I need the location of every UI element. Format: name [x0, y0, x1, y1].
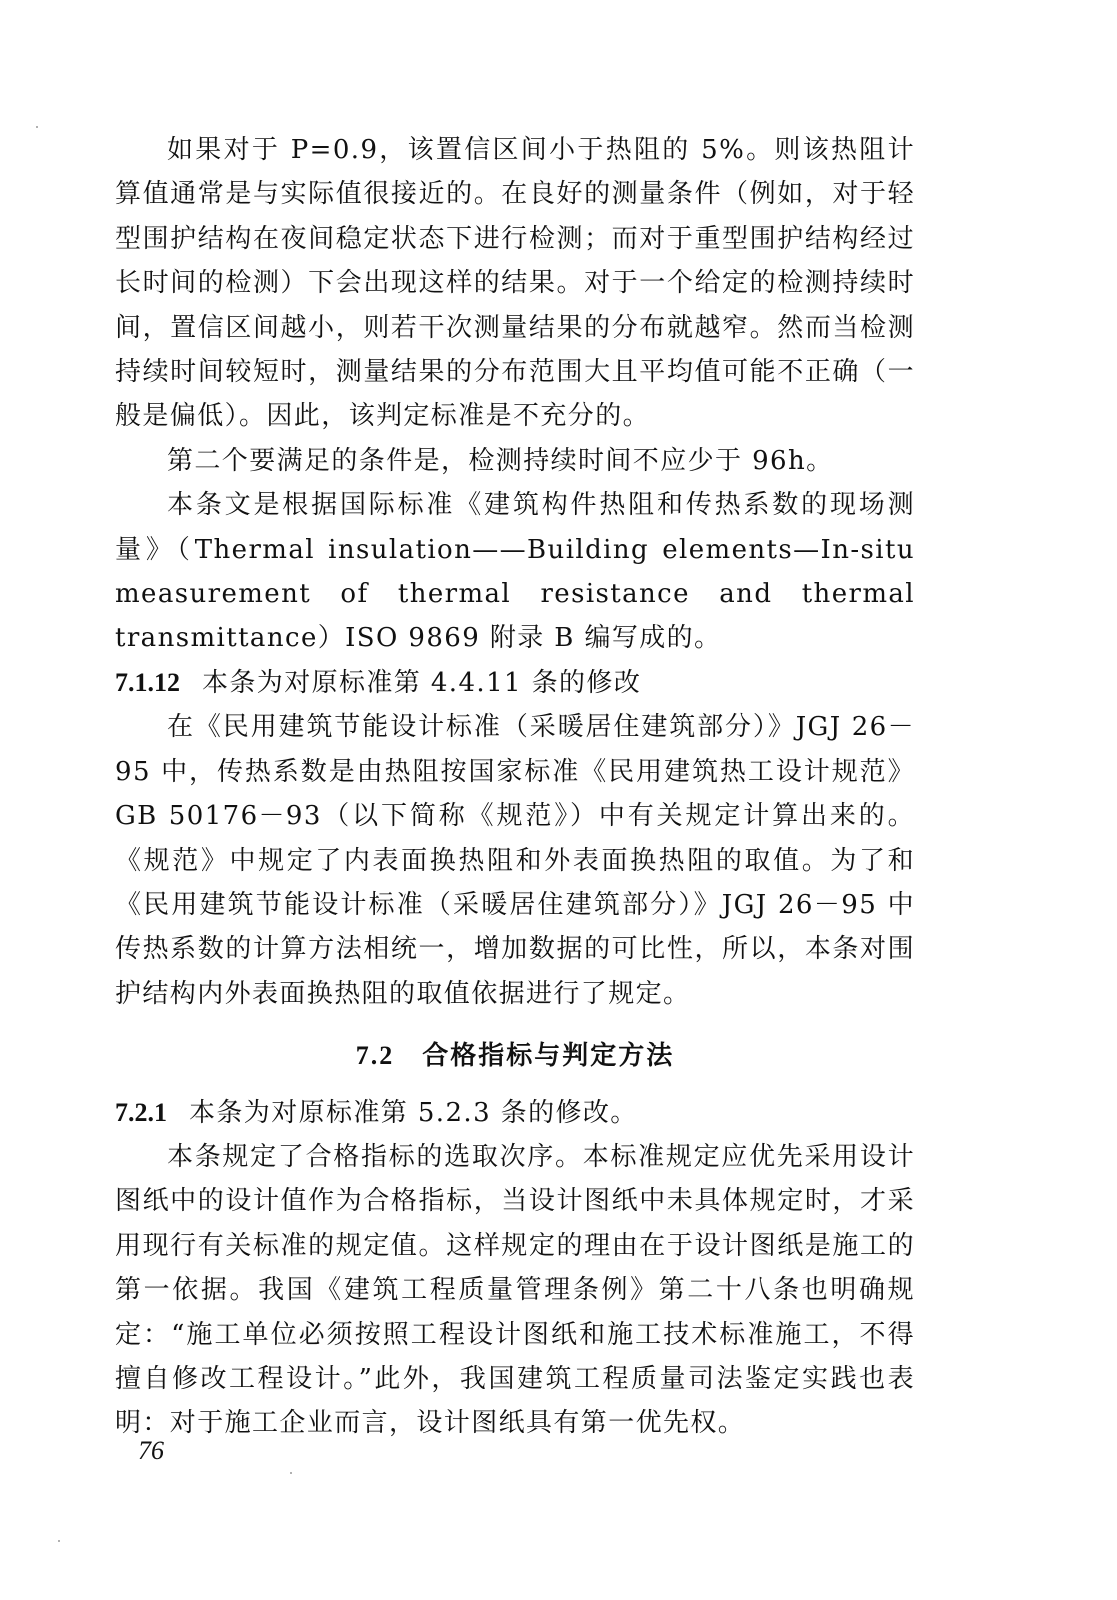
clause-7-2-1-heading [115, 1091, 915, 1135]
scan-speck [36, 126, 38, 128]
paragraph-qualification-index: 本条规定了合格指标的选取次序。本标准规定应优先采用设计图纸中的设计值作为合格指标，当设计图纸中未具体规定时，才采用现行有关标准的规定值。这样规定的理由在于设计图纸是施工的第一依据。我国《建筑工程质量管理条例》第二十八条也明确规定：“施工单位必须按照工程设计图纸和施工技术标准施工，不得擅自修改工程设计。”此外，我国建筑工程质量司法鉴定实践也表明：对于施工企业而言，设计图纸具有第一优先权。 [115, 1141, 915, 1439]
clause-number: 7.2.1 [115, 1097, 167, 1127]
clause-7-1-12-heading [115, 661, 915, 705]
page-number: 76 [138, 1436, 164, 1465]
section-number: 7.2 [355, 1041, 395, 1071]
scan-speck [290, 1472, 292, 1474]
clause-text: 本条为对原标准第 5.2.3 条的修改。 [189, 1097, 638, 1128]
clause-number: 7.1.12 [115, 667, 180, 697]
paragraph-duration-condition: 第二个要满足的条件是，检测持续时间不应少于 96h。 [167, 445, 834, 476]
paragraph-heat-transfer: 在《民用建筑节能设计标准（采暖居住建筑部分）》JGJ 26－95 中，传热系数是由热阻按国家标准《民用建筑热工设计规范》GB 50176－93（以下简称《规范》）中有关规定计算出来的。《规范》中规定了内表面换热阻和外表面换热阻的取值。为了和《民用建筑节能设计标准（采暖居住建筑部分）》JGJ 26－95 中传热系数的计算方法相统一，增加数据的可比性，所以，本条对围护结构内外表面换热阻的取值依据进行了规定。 [115, 712, 915, 1009]
section-heading-7-2 [115, 1034, 915, 1078]
section-title: 合格指标与判定方法 [422, 1041, 675, 1072]
scan-speck [58, 1540, 60, 1542]
paragraph-confidence-interval: 如果对于 P=0.9，该置信区间小于热阻的 5%。则该热阻计算值通常是与实际值很接近的。在良好的测量条件（例如，对于轻型围护结构在夜间稳定状态下进行检测；而对于重型围护结构经过长时间的检测）下会出现这样的结果。对于一个给定的检测持续时间，置信区间越小，则若干次测量结果的分布就越窄。然而当检测持续时间较短时，测量结果的分布范围大且平均值可能不正确（一般是偏低）。因此，该判定标准是不充分的。 [115, 135, 915, 432]
clause-text: 本条为对原标准第 4.4.11 条的修改 [202, 667, 642, 698]
paragraph-iso-reference: 本条文是根据国际标准《建筑构件热阻和传热系数的现场测量》（Thermal insulation——Building elements—In-situ measurement of thermal resistance and thermal transmittance）ISO 9869 附录 B 编写成的。 [115, 490, 915, 654]
body-text [115, 128, 915, 1446]
